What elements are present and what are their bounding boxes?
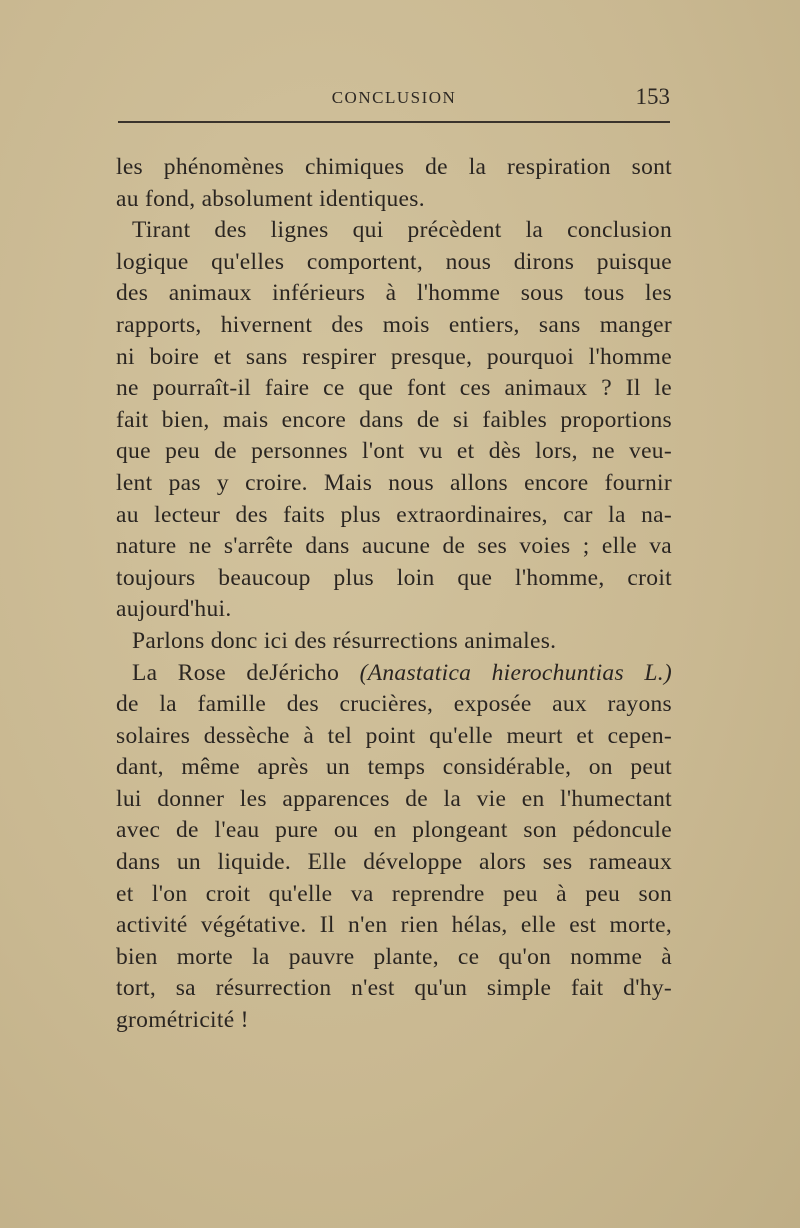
text-line: tort, sa résurrection n'est qu'un simple fait d'hy- — [116, 975, 672, 1002]
text-line: avec de l'eau pure ou en plongeant son pédoncule — [116, 817, 672, 844]
text-line: lui donner les apparences de la vie en l'humectant — [116, 785, 672, 812]
text-line: au fond, absolument identiques. — [116, 185, 425, 212]
header-rule — [118, 121, 670, 123]
body-text — [116, 152, 672, 1037]
species-name: (Anastatica hierochuntias L.) — [359, 659, 672, 686]
text-line: solaires dessèche à tel point qu'elle meurt et cepen- — [116, 722, 672, 749]
text-line: aujourd'hui. — [116, 596, 232, 623]
text-fragment: La Rose deJéricho — [132, 659, 360, 686]
text-line: dant, même après un temps considérable, on peut — [116, 754, 672, 781]
text-line: ni boire et sans respirer presque, pourquoi l'homme — [116, 343, 672, 370]
text-line: ne pourraît-il faire ce que font ces animaux ? Il le — [116, 375, 672, 402]
running-title: CONCLUSION — [331, 88, 457, 107]
text-line: activité végétative. Il n'en rien hélas, elle est morte, — [116, 912, 672, 939]
text-line: des animaux inférieurs à l'homme sous tous les — [116, 280, 672, 307]
text-line: bien morte la pauvre plante, ce qu'on nomme à — [116, 943, 672, 970]
text-line: nature ne s'arrête dans aucune de ses voies ; elle va — [116, 533, 672, 560]
text-line: toujours beaucoup plus loin que l'homme, croit — [116, 564, 672, 591]
text-line: les phénomènes chimiques de la respiration sont — [116, 154, 672, 180]
text-line: au lecteur des faits plus extraordinaires, car la na- — [116, 501, 672, 528]
text-line: lent pas y croire. Mais nous allons encore fournir — [116, 469, 672, 496]
text-line: de la famille des crucières, exposée aux rayons — [116, 691, 672, 718]
text-line: dans un liquide. Elle développe alors ses rameaux — [116, 849, 672, 876]
text-line: que peu de personnes l'ont vu et dès lors, ne veu- — [116, 438, 672, 465]
text-line: grométricité ! — [116, 1007, 249, 1034]
text-line: Tirant des lignes qui précèdent la conclusion — [132, 217, 672, 244]
text-line-with-italic — [116, 658, 672, 690]
text-line: rapports, hivernent des mois entiers, sans manger — [116, 311, 672, 338]
text-line: et l'on croit qu'elle va reprendre peu à peu son — [116, 880, 672, 907]
running-head — [118, 84, 670, 114]
text-line: logique qu'elles comportent, nous dirons puisque — [116, 248, 672, 275]
text-line: Parlons donc ici des résurrections animales. — [132, 627, 557, 654]
text-line: fait bien, mais encore dans de si faibles proportions — [116, 406, 672, 433]
page-number: 153 — [635, 84, 670, 109]
